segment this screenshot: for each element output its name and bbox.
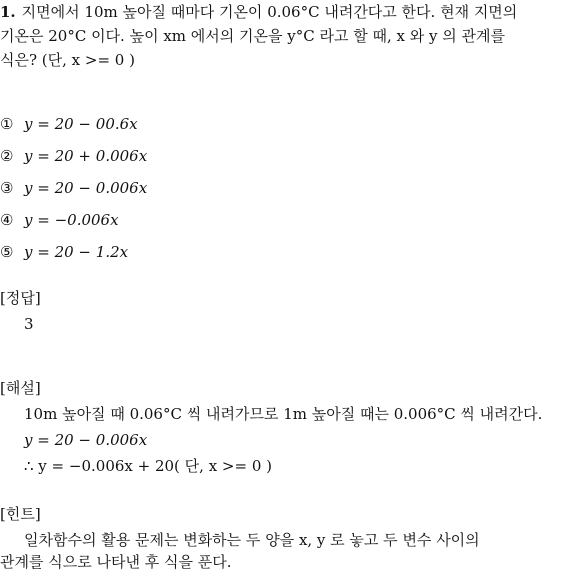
option-3-text: y = 20 − 0.006x <box>24 179 148 197</box>
option-5-marker: ⑤ <box>0 243 14 261</box>
option-3[interactable] <box>0 178 147 198</box>
option-1-marker: ① <box>0 115 14 133</box>
answer-title: [정답] <box>0 289 41 307</box>
explanation-line-3: ∴ y = −0.006x + 20( 단, x >= 0 ) <box>24 457 272 475</box>
explanation-line-1: 10m 높아질 때 0.06°C 씩 내려가므로 1m 높아질 때는 0.006°C 씩 내려간다. <box>24 405 543 423</box>
option-5-text: y = 20 − 1.2x <box>24 243 129 261</box>
option-1-text: y = 20 − 00.6x <box>24 115 138 133</box>
question-text-1: 지면에서 10m 높아질 때마다 기온이 0.06°C 내려간다고 한다. 현재 지면의 <box>21 3 518 21</box>
question-number: 1. <box>0 3 16 21</box>
option-4-marker: ④ <box>0 211 14 229</box>
explanation-line-2: y = 20 − 0.006x <box>24 431 148 449</box>
hint-line-2: 관계를 식으로 나타낸 후 식을 푼다. <box>0 553 232 571</box>
question-line-1 <box>0 2 517 22</box>
hint-title: [힌트] <box>0 505 41 523</box>
option-2-marker: ② <box>0 147 14 165</box>
hint-line-1: 일차함수의 활용 문제는 변화하는 두 양을 x, y 로 놓고 두 변수 사이의 <box>24 531 480 549</box>
option-1[interactable] <box>0 114 138 134</box>
question-line-2: 기온은 20°C 이다. 높이 xm 에서의 기온을 y°C 라고 할 때, x 와 y 의 관계를 <box>0 27 505 45</box>
option-4[interactable] <box>0 210 119 230</box>
option-4-text: y = −0.006x <box>24 211 119 229</box>
question-line-3: 식은? (단, x >= 0 ) <box>0 51 135 69</box>
explanation-title: [해설] <box>0 379 41 397</box>
option-5[interactable] <box>0 242 128 262</box>
answer-value: 3 <box>24 315 34 333</box>
option-2[interactable] <box>0 146 147 166</box>
option-2-text: y = 20 + 0.006x <box>24 147 148 165</box>
option-3-marker: ③ <box>0 179 14 197</box>
